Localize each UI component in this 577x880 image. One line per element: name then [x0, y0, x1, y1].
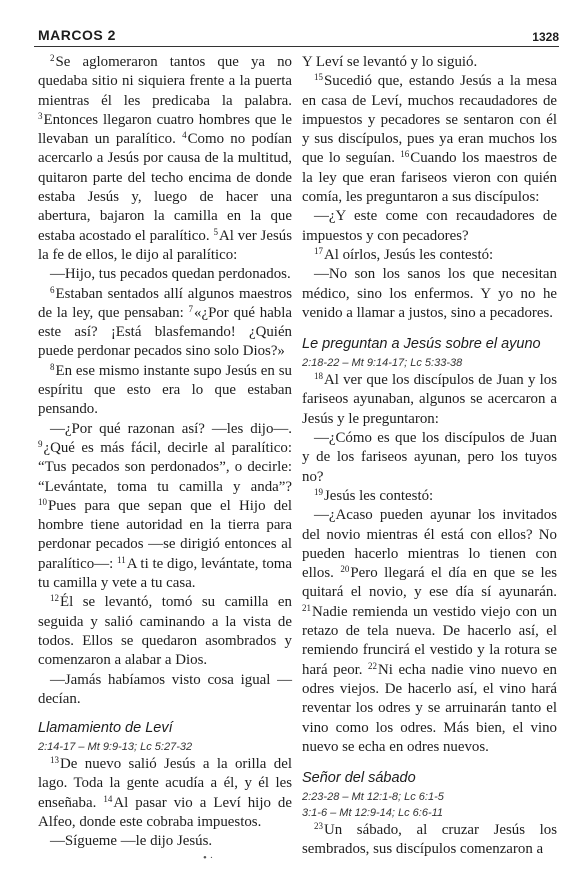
verse-number: 18: [314, 371, 323, 382]
verse-number: 9: [38, 438, 43, 449]
cross-reference: 3:1-6 – Mt 12:9-14; Lc 6:6-11: [302, 807, 444, 820]
verse-text: Ni echa nadie vino nuevo en odres viejos. De hacerlo así, el vino hará reventar los odres y se arruinarán tanto el vino como los odres. Más bien, el vino nuevo se echa en odres nuevos.: [302, 661, 557, 755]
verse-number: 15: [314, 72, 323, 83]
verse-text: Él se levantó, tomó su camilla en seguida y salió caminando a la vista de todos. Ellos se quedaron asombrados y comenzaron a alabar a Dios.: [38, 594, 292, 669]
verse-number: 11: [117, 554, 126, 565]
verse-number: 8: [50, 361, 55, 372]
cross-reference: 2:23-28 – Mt 12:1-8; Lc 6:1-5: [302, 791, 444, 804]
verse-text: De nuevo salió Jesús a la orilla del lago. Toda la gente acudía a él, y él les enseñaba.: [38, 756, 292, 811]
paragraph: [302, 72, 557, 207]
verse-number: 17: [314, 245, 323, 256]
paragraph: [38, 362, 292, 420]
paragraph: [38, 593, 292, 670]
verse-number: 12: [50, 593, 59, 604]
verse-text: Un sábado, al cruzar Jesús los sembrados, sus discípulos comenzaron a: [302, 822, 557, 858]
verse-text: ¿Qué es más fácil, decirle al paralítico: “Tus pecados son perdonados”, o decirle: “Levántate, toma tu camilla y anda”?: [38, 439, 292, 495]
cross-reference: 2:14-17 – Mt 9:9-13; Lc 5:27-32: [38, 741, 193, 754]
paragraph: [38, 755, 292, 832]
verse-text: Como no podían acercarlo a Jesús por causa de la multitud, quitaron parte del techo encima de donde estaba Jesús y, luego de hacer una abertura, bajaron la camilla en la que estaba acostado el paralítico.: [38, 131, 292, 244]
verse-text: —¿Y este come con recaudadores de impuestos y con pecadores?: [302, 208, 557, 244]
verse-text: Al ver que los discípulos de Juan y los fariseos ayunaban, algunos se acercaron a Jesús y le preguntaron:: [302, 372, 557, 427]
verse-text: —¿Cómo es que los discípulos de Juan y de los fariseos ayunan, pero los tuyos no?: [302, 430, 557, 485]
verse-text: Estaban sentados allí algunos maestros de la ley, que pensaban:: [38, 285, 292, 321]
verse-number: 2: [50, 53, 55, 63]
verse-text: —No son los sanos los que necesitan médico, sino los enfermos. Y yo no he venido a llamar a justos, sino a pecadores.: [302, 266, 557, 321]
page-header: [0, 0, 577, 52]
paragraph: [302, 487, 557, 506]
verse-text: Y Leví se levantó y lo siguió.: [302, 54, 478, 70]
right-column: [302, 53, 557, 860]
paragraph: [302, 207, 557, 246]
paragraph: [38, 671, 292, 710]
section-title: Llamamiento de Leví: [38, 720, 173, 737]
page-number: 1328: [532, 30, 559, 44]
section-body: [38, 755, 292, 851]
verse-text: Pero llegará el día en que se les quitará el novio, y ese día sí ayunarán.: [302, 565, 557, 601]
verse-text: Al oírlos, Jesús les contestó:: [324, 246, 494, 263]
verse-number: 7: [188, 303, 194, 314]
paragraph: [302, 371, 557, 429]
paragraph: [302, 821, 557, 860]
paragraph: [302, 246, 557, 265]
verse-text: Pues para que sepan que el Hijo del hombre tiene autoridad en la tierra para perdonar pecados —se dirigió entonces al paralítico—:: [38, 497, 292, 572]
verse-number: 13: [50, 755, 59, 766]
verse-text: —¿Acaso pueden ayunar los invitados del novio mientras él está con ellos? No pueden hacerlo mientras lo tienen con ellos.: [302, 507, 557, 582]
verse-number: 19: [314, 486, 323, 497]
verse-number: 22: [368, 660, 378, 671]
left-passage-body: [38, 53, 292, 709]
verse-number: 3: [38, 110, 43, 121]
verse-text: Nadie remienda un vestido viejo con un retazo de tela nueva. De hacerlo así, el remiendo fruncirá el vestido y la rotura se hará peor.: [302, 603, 557, 678]
verse-text: Cuando los maestros de la ley que eran fariseos vieron con quién comía, les preguntaron a sus discípulos:: [302, 150, 557, 206]
section-body: [302, 371, 557, 757]
verse-text: En ese mismo instante supo Jesús en su espíritu que esto era lo que estaban pensando.: [38, 362, 292, 418]
verse-text: Al ver Jesús la fe de ellos, le dijo al paralítico:: [38, 227, 292, 263]
verse-number: 14: [103, 793, 113, 804]
book-chapter-header: MARCOS 2: [38, 27, 116, 43]
verse-text: Sucedió que, estando Jesús a la mesa en casa de Leví, muchos recaudadores de impuestos y pecadores se sentaron con él y sus discípulos, pues ya eran muchos los que lo seguían.: [302, 73, 557, 167]
paragraph: [38, 832, 292, 851]
verse-number: 16: [400, 149, 410, 160]
header-rule: [34, 46, 559, 47]
verse-number: 23: [314, 821, 323, 832]
verse-text: —¿Por qué razonan así? —les dijo—.: [50, 420, 292, 437]
verse-text: —Hijo, tus pecados quedan perdonados.: [50, 266, 291, 283]
paragraph: [302, 53, 557, 72]
paragraph: [302, 265, 557, 323]
paragraph: [38, 285, 292, 362]
paragraph: [38, 53, 292, 265]
paragraph: [302, 506, 557, 757]
left-column: [38, 53, 292, 852]
verse-text: —Sígueme —le dijo Jesús.: [50, 833, 213, 850]
section-body: [302, 821, 557, 860]
verse-text: Jesús les contestó:: [324, 487, 434, 504]
section-title: Le preguntan a Jesús sobre el ayuno: [302, 336, 541, 353]
verse-text: Se aglomeraron tantos que ya no quedaba sitio ni siquiera frente a la puerta mientras él les predicaba la palabra.: [38, 54, 292, 109]
verse-text: A ti te digo, levántate, toma tu camilla y vete a tu casa.: [38, 555, 293, 592]
cross-reference: 2:18-22 – Mt 9:14-17; Lc 5:33-38: [302, 357, 463, 370]
verse-number: 5: [213, 226, 218, 237]
right-passage-body: [302, 53, 557, 323]
paragraph: [38, 265, 292, 284]
paragraph: [38, 420, 292, 594]
verse-text: Entonces llegaron cuatro hombres que le llevaban un paralítico.: [38, 111, 292, 148]
verse-number: 4: [182, 130, 187, 141]
page-footer-marks: • ·: [203, 852, 214, 864]
verse-text: —Jamás habíamos visto cosa igual —decían.: [38, 671, 292, 707]
verse-text: «¿Por qué habla este así? ¡Está blasfemando! ¿Quién puede perdonar pecados sino solo Dios?»: [38, 304, 292, 360]
verse-number: 20: [340, 564, 350, 575]
verse-text: Al pasar vio a Leví hijo de Alfeo, donde este cobraba impuestos.: [38, 794, 292, 830]
verse-number: 10: [38, 496, 47, 507]
section-title: Señor del sábado: [302, 770, 416, 787]
verse-number: 6: [50, 284, 55, 295]
verse-number: 21: [302, 602, 311, 613]
paragraph: [302, 429, 557, 487]
